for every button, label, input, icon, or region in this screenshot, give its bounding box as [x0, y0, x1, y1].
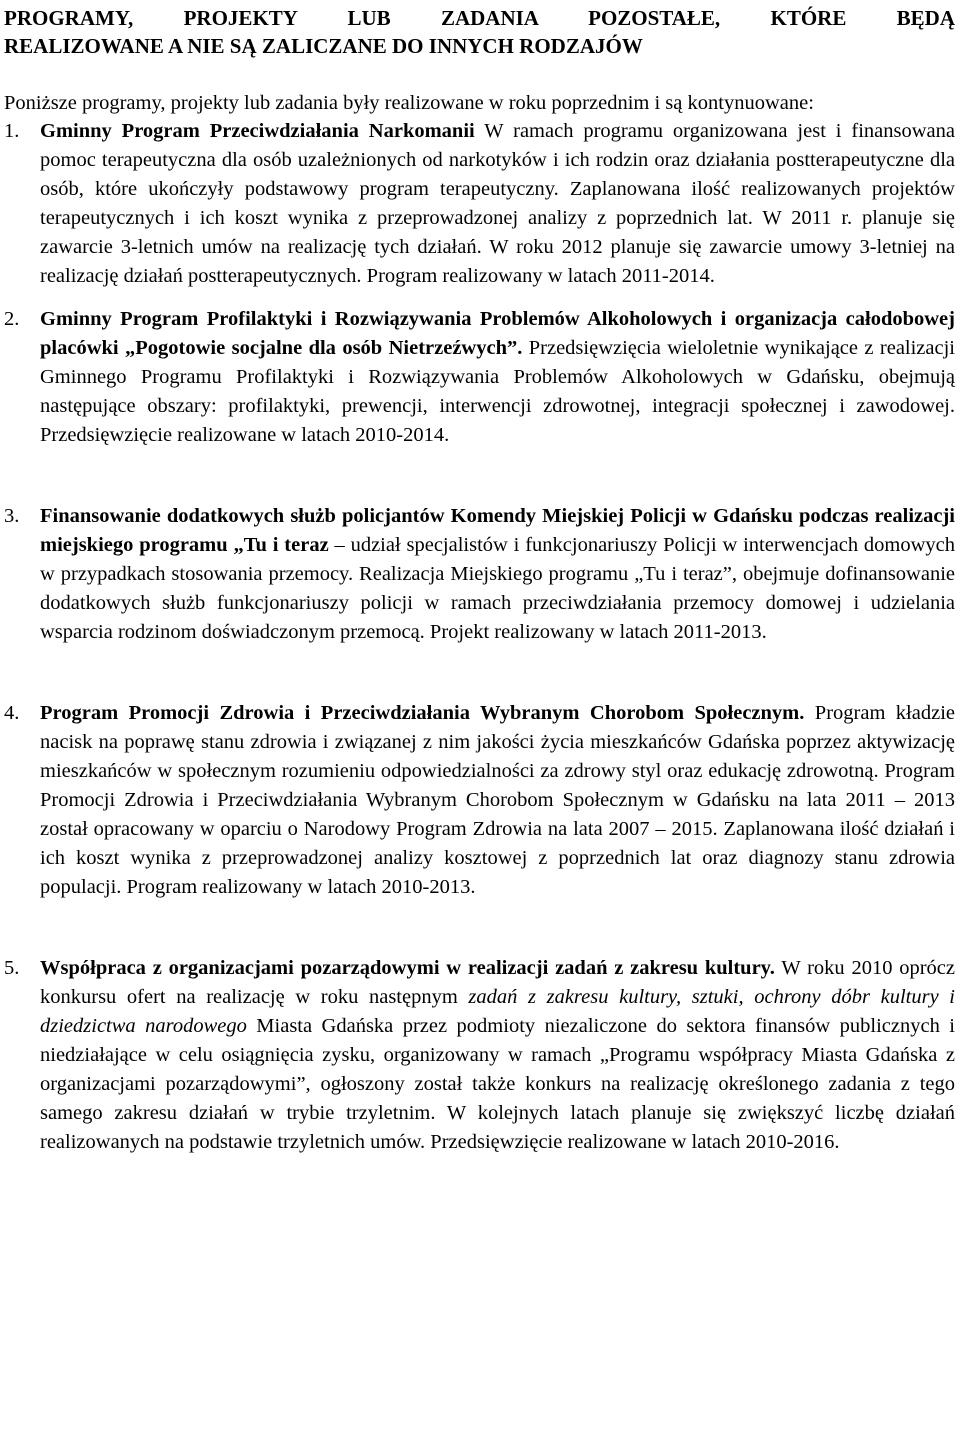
item-number: 3. [4, 505, 20, 527]
item-body-start: W roku 2010 oprócz konkursu ofert na realizację w roku następnym [40, 957, 955, 1008]
heading-line-2: REALIZOWANE A NIE SĄ ZALICZANE DO INNYCH RODZAJÓW [4, 34, 643, 58]
list-item [4, 305, 955, 450]
item-number: 2. [4, 308, 20, 330]
item-body-italic: zadań z zakresu kultury, sztuki, ochrony dóbr kultury i dziedzictwa narodowego [40, 986, 955, 1037]
program-list [4, 117, 955, 1157]
document-heading [4, 0, 955, 60]
item-title: Gminny Program Przeciwdziałania Narkomanii [40, 120, 475, 142]
item-body-end: Miasta Gdańska przez podmioty niezaliczone do sektora finansów publicznych i niedziałające w celu osiągnięcia zysku, organizowany w ramach „Programu współpracy Miasta Gdańska z organizacjami pozarządowymi”, ogłoszony został także konkurs na realizację określonego zadania z tego samego zakresu działań w trybie trzyletnim. W kolejnych latach planuje się zwiększyć liczbę działań realizowanych na podstawie trzyletnich umów. Przedsięwzięcie realizowane w latach 2010-2016. [40, 1015, 955, 1153]
item-title: Gminny Program Profilaktyki i Rozwiązywania Problemów Alkoholowych i organizacja całodobowej placówki „Pogotowie socjalne dla osób Nietrzeźwych”. [40, 308, 955, 359]
item-number: 1. [4, 120, 20, 142]
item-body: W ramach programu organizowana jest i finansowana pomoc terapeutyczna dla osób uzależnionych od narkotyków i ich rodzin oraz działania postterapeutyczne dla osób, które ukończyły podstawowy program terapeutyczny. Zaplanowana ilość realizowanych projektów terapeutycznych i ich koszt wynika z przeprowadzonej analizy z poprzednich lat. W 2011 r. planuje się zawarcie 3-letnich umów na realizację tych działań. W roku 2012 planuje się zawarcie umowy 3-letniej na realizację działań postterapeutycznych. Program realizowany w latach 2011-2014. [40, 120, 955, 287]
intro-paragraph: Poniższe programy, projekty lub zadania były realizowane w roku poprzednim i są kontynuowane: [4, 92, 814, 114]
item-title: Współpraca z organizacjami pozarządowymi w realizacji zadań z zakresu kultury. [40, 957, 775, 979]
item-title: Finansowanie dodatkowych służb policjantów Komendy Miejskiej Policji w Gdańsku podczas realizacji miejskiego programu „Tu i teraz [40, 505, 955, 556]
heading-line-1: PROGRAMY, PROJEKTY LUB ZADANIA POZOSTAŁE, KTÓRE BĘDĄ [4, 6, 955, 30]
list-item [4, 117, 955, 291]
item-title: Program Promocji Zdrowia i Przeciwdziałania Wybranym Chorobom Społecznym. [40, 702, 805, 724]
item-body: Przedsięwzięcia wieloletnie wynikające z realizacji Gminnego Programu Profilaktyki i Rozwiązywania Problemów Alkoholowych w Gdańsku, obejmują następujące obszary: profilaktyki, prewencji, interwencji zdrowotnej, integracji społecznej i zawodowej. Przedsięwzięcie realizowane w latach 2010-2014. [40, 337, 955, 446]
item-body: – udział specjalistów i funkcjonariuszy Policji w interwencjach domowych w przypadkach stosowania przemocy. Realizacja Miejskiego programu „Tu i teraz”, obejmuje dofinansowanie dodatkowych służb funkcjonariuszy policji w ramach przeciwdziałania przemocy domowej i udzielania wsparcia rodzinom doświadczonym przemocą. Projekt realizowany w latach 2011-2013. [40, 534, 955, 643]
list-item [4, 699, 955, 902]
item-number: 5. [4, 957, 20, 979]
item-number: 4. [4, 702, 20, 724]
list-item [4, 502, 955, 647]
list-item [4, 954, 955, 1157]
item-body: Program kładzie nacisk na poprawę stanu zdrowia i związanej z nim jakości życia mieszkańców Gdańska poprzez aktywizację mieszkańców w społecznym rozumieniu odpowiedzialności za zdrowy styl oraz edukację zdrowotną. Program Promocji Zdrowia i Przeciwdziałania Wybranym Chorobom Społecznym w Gdańsku na lata 2011 – 2013 został opracowany w oparciu o Narodowy Program Zdrowia na lata 2007 – 2015. Zaplanowana ilość działań i ich koszt wynika z przeprowadzonej analizy kosztowej z poprzednich lat oraz diagnozy stanu zdrowia populacji. Program realizowany w latach 2010-2013. [40, 702, 955, 898]
